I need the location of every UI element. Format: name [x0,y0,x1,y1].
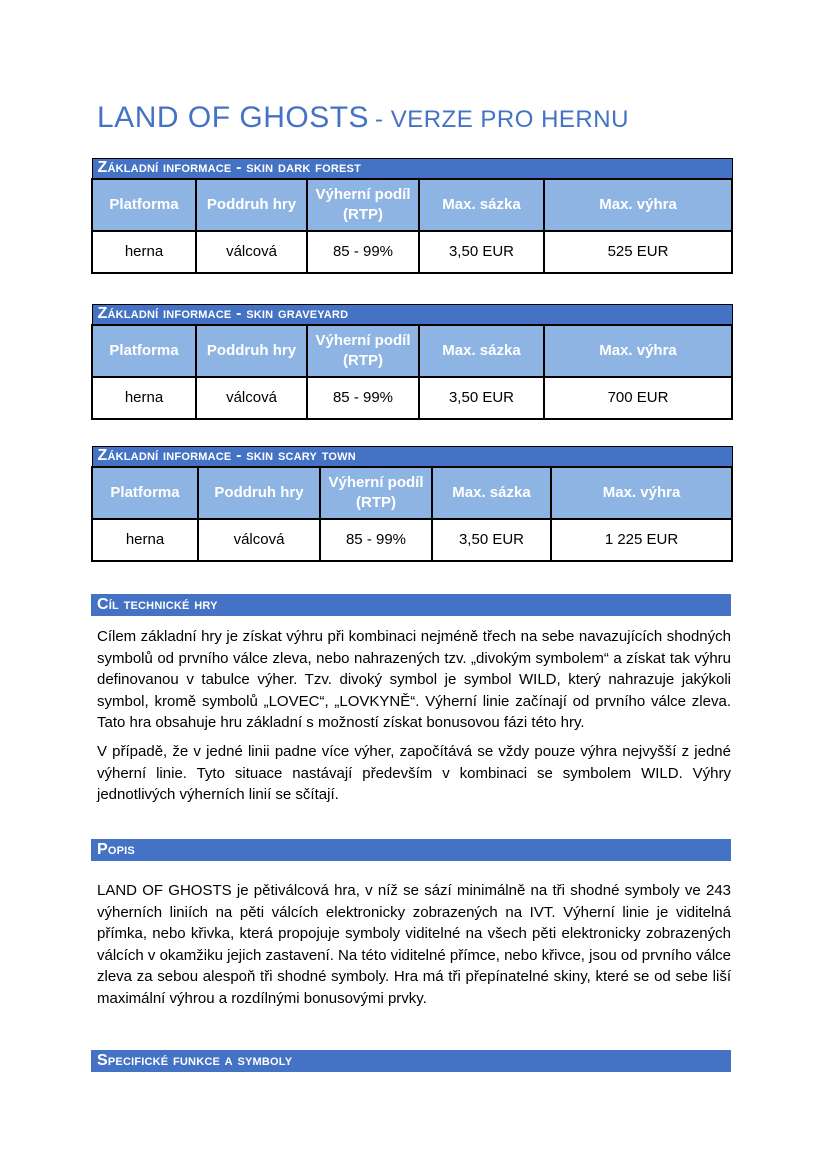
cell-poddruh: válcová [198,519,320,561]
info-table-dark-forest [91,158,733,274]
cell-max-vyhra: 700 EUR [544,377,732,419]
document-title-main: LAND OF GHOSTS [97,101,370,134]
cell-max-sazka: 3,50 EUR [419,231,544,273]
section-heading-popis: Popis [91,839,731,861]
cell-max-vyhra: 525 EUR [544,231,732,273]
column-header-max-sazka: Max. sázka [419,325,544,377]
column-header-rtp: Výherní podíl (RTP) [307,179,419,231]
cell-rtp: 85 - 99% [307,231,419,273]
table-title-row [92,305,732,325]
column-header-max-vyhra: Max. výhra [544,325,732,377]
table-row [92,377,732,419]
column-header-platforma: Platforma [92,325,196,377]
info-table-graveyard [91,304,733,420]
table-header-row [92,467,732,519]
column-header-platforma: Platforma [92,467,198,519]
paragraph-cil-1: Cílem základní hry je získat výhru při kombinaci nejméně třech na sebe navazujících shodných symbolů od prvního válce zleva, nebo nahrazených tzv. „divokým symbolem“ a získat tak výhru definovanou v tabulce výher. Tzv. divoký symbol je symbol WILD, který nahrazuje jakýkoli symbol, kromě symbolů „LOVEC“, „LOVKYNĚ“. Výherní linie začínají od prvního válce zleva. Tato hra obsahuje hru základní s možností získat bonusovou fázi této hry. [97,628,731,731]
cell-rtp: 85 - 99% [320,519,432,561]
cell-max-vyhra: 1 225 EUR [551,519,732,561]
cell-poddruh: válcová [196,231,307,273]
column-header-poddruh: Poddruh hry [196,179,307,231]
column-header-max-vyhra: Max. výhra [551,467,732,519]
cell-platforma: herna [92,231,196,273]
paragraph-cil-2: V případě, že v jedné linii padne více výher, započítává se vždy pouze výhra nejvyšší z jedné výherní linie. Tyto situace nastávají především v kombinaci se symbolem WILD. Výhry jednotlivých výherních linií se sčítají. [97,743,731,803]
paragraph-popis-1: LAND OF GHOSTS je pětiválcová hra, v níž se sází minimálně na tři shodné symboly ve 243 výherních liniích na pěti válcích elektronicky zobrazených na IVT. Výherní linie je viditelná přímka, nebo křivka, která propojuje symboly viditelné na všech pěti elektronicky zobrazených válcích v okamžiku jejich zastavení. Na této viditelné přímce, nebo křivce, jsou od prvního válce zleva za sebou alespoň tři shodné symboly. Hra má tři přepínatelné skiny, které se od sebe liší maximální výhrou a rozdílnými bonusovými prvky. [97,882,731,1007]
table-row [92,231,732,273]
cell-platforma: herna [92,519,198,561]
column-header-max-sazka: Max. sázka [419,179,544,231]
document-title-suffix: - VERZE PRO HERNU [375,106,629,133]
column-header-rtp: Výherní podíl (RTP) [320,467,432,519]
table-title-row [92,159,732,179]
cell-poddruh: válcová [196,377,307,419]
column-header-platforma: Platforma [92,179,196,231]
column-header-max-sazka: Max. sázka [432,467,551,519]
table-title-row [92,447,732,467]
cell-platforma: herna [92,377,196,419]
table-title-bar: Základní informace - skin dark forest [92,159,732,179]
column-header-poddruh: Poddruh hry [198,467,320,519]
column-header-poddruh: Poddruh hry [196,325,307,377]
column-header-max-vyhra: Max. výhra [544,179,732,231]
column-header-rtp: Výherní podíl (RTP) [307,325,419,377]
table-title-bar: Základní informace - skin scary town [92,447,732,467]
cell-max-sazka: 3,50 EUR [419,377,544,419]
cell-max-sazka: 3,50 EUR [432,519,551,561]
cell-rtp: 85 - 99% [307,377,419,419]
table-header-row [92,179,732,231]
section-heading-cil-technicke-hry: Cíl technické hry [91,594,731,616]
table-header-row [92,325,732,377]
document-title [97,96,629,140]
table-title-bar: Základní informace - skin graveyard [92,305,732,325]
info-table-scary-town [91,446,733,562]
section-heading-specificke-funkce: Specifické funkce a symboly [91,1050,731,1072]
table-row [92,519,732,561]
